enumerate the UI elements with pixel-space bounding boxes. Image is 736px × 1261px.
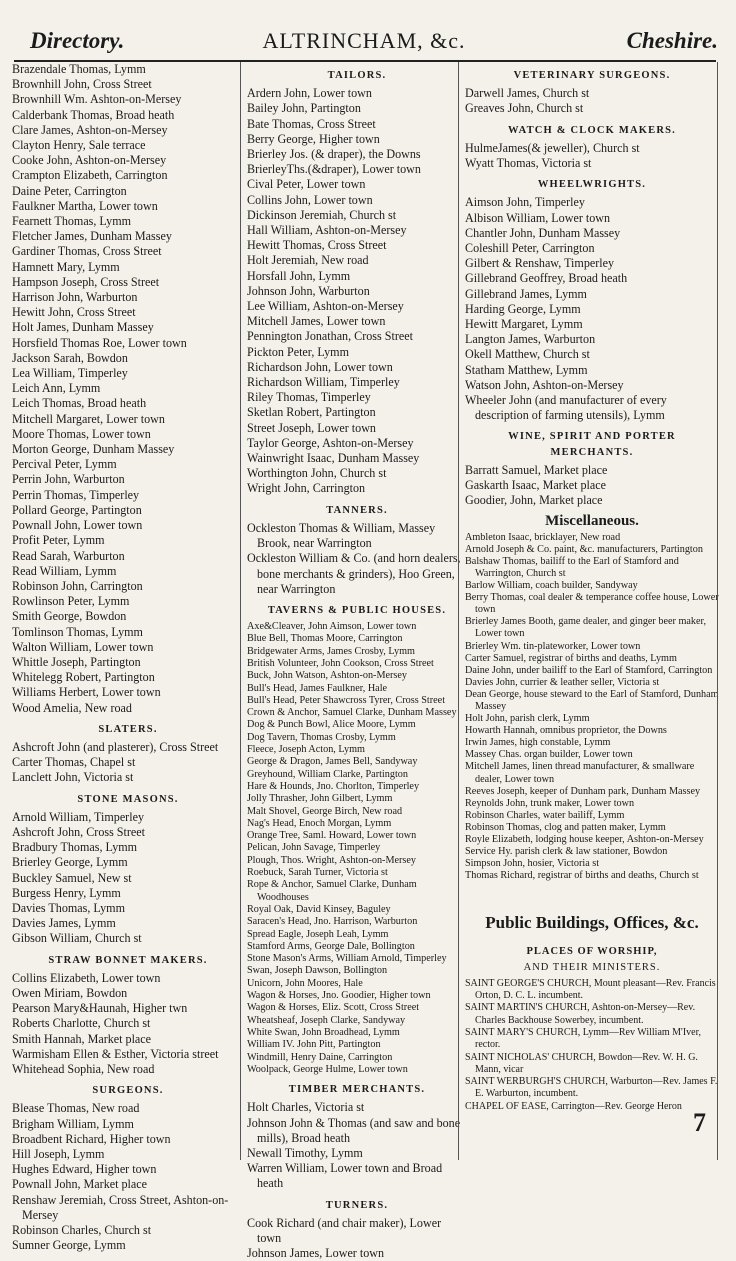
list-item: Warmisham Ellen & Esther, Victoria street	[12, 1046, 219, 1061]
list-item: Robinson Thomas, clog and patten maker, Lymm	[465, 821, 666, 833]
list-item: Tomlinson Thomas, Lymm	[12, 624, 143, 639]
list-item: Wagon & Horses, Jno. Goodier, Higher town	[247, 990, 431, 1002]
list-item: Hamnett Mary, Lymm	[12, 259, 120, 274]
list-item: Sumner George, Lymm	[12, 1238, 126, 1253]
list-item: Calderbank Thomas, Broad heath	[12, 107, 175, 122]
list-item: Ockleston Thomas & William, Massey Brook, near Warrington	[247, 520, 436, 551]
list-item: Morton George, Dunham Massey	[12, 442, 175, 457]
list-item: Clayton Henry, Sale terrace	[12, 138, 146, 153]
list-item: Carter Thomas, Chapel st	[12, 755, 136, 770]
list-item: Davies Thomas, Lymm	[12, 900, 125, 915]
watch-list	[465, 141, 719, 171]
list-item: Davies James, Lymm	[12, 916, 116, 931]
list-item: Stamford Arms, George Dale, Bollington	[247, 940, 415, 952]
list-item: Daine John, under bailiff to the Earl of Stamford, Carrington	[465, 664, 713, 676]
list-item: Pennington Jonathan, Cross Street	[247, 329, 413, 344]
list-item: Wheeler John (and manufacturer of every description of farming utensils), Lymm	[465, 393, 667, 423]
list-item: Pollard George, Partington	[12, 502, 142, 517]
list-item: Whitelegg Robert, Partington	[12, 670, 155, 685]
list-item: Bridgewater Arms, James Crosby, Lymm	[247, 645, 415, 657]
list-item: Brownhill Wm. Ashton-on-Mersey	[12, 92, 182, 107]
turners-list	[247, 1216, 467, 1261]
list-item: Brazendale Thomas, Lymm	[12, 62, 146, 76]
list-item: Royal Oak, David Kinsey, Baguley	[247, 903, 391, 915]
list-item: Dean George, house steward to the Earl of Stamford, Dunham Massey	[465, 688, 719, 712]
list-item: Lee William, Ashton-on-Mersey	[247, 299, 404, 314]
list-item: Royle Elizabeth, lodging house keeper, Ashton-on-Mersey	[465, 834, 704, 846]
list-item: Spread Eagle, Joseph Leah, Lymm	[247, 928, 389, 940]
list-item: Percival Peter, Lymm	[12, 457, 117, 472]
list-item: Riley Thomas, Timperley	[247, 390, 371, 405]
list-item: Williams Herbert, Lower town	[12, 685, 161, 700]
list-item: Wyatt Thomas, Victoria st	[465, 156, 592, 171]
list-item: Johnson John, Warburton	[247, 283, 370, 298]
list-item: Fletcher James, Dunham Massey	[12, 229, 172, 244]
list-item: CHAPEL OF EASE, Carrington—Rev. George Heron	[465, 1100, 682, 1112]
list-item: Pownall John, Market place	[12, 1177, 148, 1192]
list-item: Gillebrand Geoffrey, Broad heath	[465, 271, 628, 286]
list-item: Gilbert & Renshaw, Timperley	[465, 256, 615, 271]
list-item: Whittle Joseph, Partington	[12, 654, 141, 669]
list-item: Thomas Richard, registrar of births and deaths, Church st	[465, 870, 699, 882]
misc-list	[465, 532, 719, 883]
list-item: Woolpack, George Hulme, Lower town	[247, 1063, 408, 1075]
list-item: Langton James, Warburton	[465, 332, 596, 347]
list-item: Harding George, Lymm	[465, 301, 581, 316]
list-item: Blease Thomas, New road	[12, 1101, 140, 1116]
list-item: Roebuck, Sarah Turner, Victoria st	[247, 867, 388, 879]
list-item: Chantler John, Dunham Massey	[465, 225, 621, 240]
list-item: Coleshill Peter, Carrington	[465, 241, 595, 256]
page-header	[10, 28, 718, 58]
straw-list	[12, 971, 244, 1077]
right-rule	[717, 62, 718, 1160]
wine-heading: WINE, SPIRIT AND PORTER MERCHANTS.	[508, 431, 676, 458]
list-item: Hampson Joseph, Cross Street	[12, 274, 160, 289]
list-item: Reynolds John, trunk maker, Lower town	[465, 797, 635, 809]
straw-heading: STRAW BONNET MAKERS.	[48, 954, 208, 966]
list-item: Brierley James Booth, game dealer, and ginger beer maker, Lower town	[465, 616, 707, 640]
list-item: Pownall John, Lower town	[12, 518, 143, 533]
list-item: Renshaw Jeremiah, Cross Street, Ashton-on-Mersey	[12, 1192, 229, 1222]
list-item: Berry Thomas, coal dealer & temperance coffee house, Lower town	[465, 592, 719, 616]
list-item: Hughes Edward, Higher town	[12, 1162, 157, 1177]
list-item: Smith George, Bowdon	[12, 609, 127, 624]
list-item: Simpson John, hosier, Victoria st	[465, 858, 600, 870]
list-item: Mitchell James, linen thread manufacturer, & smallware dealer, Lower town	[465, 761, 695, 785]
list-item: Holt Charles, Victoria st	[247, 1100, 365, 1115]
list-item: SAINT MARTIN'S CHURCH, Ashton-on-Mersey—Rev. Charles Backhouse Sowerbey, incumbent.	[465, 1002, 696, 1026]
list-item: Horsfall John, Lymm	[247, 268, 351, 283]
list-item: Buck, John Watson, Ashton-on-Mersey	[247, 670, 407, 682]
list-item: SAINT MARY'S CHURCH, Lymm—Rev William M'Iver, rector.	[465, 1027, 702, 1051]
list-item: Bull's Head, James Faulkner, Hale	[247, 682, 388, 694]
list-item: Brierley Wm. tin-plateworker, Lower town	[465, 640, 641, 652]
list-item: William IV. John Pitt, Partington	[247, 1039, 381, 1051]
list-item: Jolly Thrasher, John Gilbert, Lymm	[247, 793, 393, 805]
list-item: Gibson William, Church st	[12, 931, 142, 946]
stone-heading: STONE MASONS.	[77, 793, 179, 805]
list-item: Richardson John, Lower town	[247, 359, 393, 374]
list-item: Richardson William, Timperley	[247, 375, 400, 390]
header-title: ALTRINCHAM, &c.	[262, 28, 466, 53]
list-item: Robinson Charles, Church st	[12, 1223, 152, 1238]
list-item: Whitehead Sophia, New road	[12, 1062, 155, 1076]
list-item: Brownhill John, Cross Street	[12, 77, 152, 92]
list-item: Collins Elizabeth, Lower town	[12, 970, 161, 985]
list-item: Bradbury Thomas, Lymm	[12, 840, 138, 855]
list-item: Greyhound, William Clarke, Partington	[247, 768, 408, 780]
list-item: SAINT GEORGE'S CHURCH, Mount pleasant—Rev. Francis Orton, D. C. L. incumbent.	[465, 977, 716, 1002]
list-item: Lanclett John, Victoria st	[12, 770, 134, 785]
list-item: Blue Bell, Thomas Moore, Carrington	[247, 633, 403, 645]
list-item: British Volunteer, John Cookson, Cross Street	[247, 658, 434, 669]
list-item: Pickton Peter, Lymm	[247, 344, 349, 359]
list-item: Leich Thomas, Broad heath	[12, 396, 147, 411]
list-item: Wheatsheaf, Joseph Clarke, Sandyway	[247, 1014, 406, 1026]
timber-list	[247, 1100, 467, 1191]
list-item: Street Joseph, Lower town	[247, 420, 376, 435]
list-item: Greaves John, Church st	[465, 101, 584, 116]
list-item: Gardiner Thomas, Cross Street	[12, 244, 162, 259]
list-item: Hewitt John, Cross Street	[12, 305, 136, 320]
list-item: Daine Peter, Carrington	[12, 183, 127, 198]
column-1	[12, 62, 244, 1253]
list-item: Pelican, John Savage, Timperley	[247, 842, 381, 854]
list-item: Smith Hannah, Market place	[12, 1031, 152, 1046]
list-item: Wagon & Horses, Eliz. Scott, Cross Street	[247, 1002, 420, 1014]
list-item: Moore Thomas, Lower town	[12, 426, 151, 441]
list-item: Faulkner Martha, Lower town	[12, 198, 158, 213]
list-item: Holt James, Dunham Massey	[12, 320, 154, 335]
list-item: Wainwright Isaac, Dunham Massey	[247, 451, 420, 466]
list-item: Hewitt Margaret, Lymm	[465, 317, 583, 332]
list-item: Crampton Elizabeth, Carrington	[12, 168, 168, 183]
list-item: Nag's Head, Enoch Morgan, Lymm	[247, 817, 392, 829]
list-item: Windmill, Henry Daine, Carrington	[247, 1051, 393, 1063]
watch-heading: WATCH & CLOCK MAKERS.	[508, 124, 676, 136]
list-item: Crown & Anchor, Samuel Clarke, Dunham Massey	[247, 707, 457, 719]
list-item: Brierley George, Lymm	[12, 855, 128, 870]
taverns-list	[247, 621, 467, 1076]
list-item: Okell Matthew, Church st	[465, 347, 590, 362]
list-item: Statham Matthew, Lymm	[465, 362, 588, 377]
page-number: 7	[693, 1108, 706, 1137]
list-item: Perrin John, Warburton	[12, 472, 125, 487]
list-item: Stone Mason's Arms, William Arnold, Timperley	[247, 953, 447, 965]
list-item: Perrin Thomas, Timperley	[12, 487, 140, 502]
list-item: Fearnett Thomas, Lymm	[12, 214, 132, 229]
column-2	[240, 62, 467, 1261]
list-item: BrierleyThs.(&draper), Lower town	[247, 162, 421, 177]
list-item: Hare & Hounds, Jno. Chorlton, Timperley	[247, 780, 420, 792]
list-item: Wood Amelia, New road	[12, 700, 132, 715]
header-right: Cheshire.	[626, 28, 718, 53]
slaters-heading: SLATERS.	[98, 723, 158, 735]
list-item: Burgess Henry, Lymm	[12, 885, 121, 900]
tanners-list	[247, 521, 467, 597]
list-item: Dog & Punch Bowl, Alice Moore, Lymm	[247, 719, 416, 731]
list-item: Read William, Lymm	[12, 563, 117, 578]
list-item: White Swan, John Broadhead, Lymm	[247, 1026, 400, 1038]
list-item: Hewitt Thomas, Cross Street	[247, 238, 387, 253]
list-item: Sketlan Robert, Partington	[247, 405, 376, 420]
list-item: Howarth Hannah, omnibus proprietor, the Downs	[465, 725, 667, 737]
misc-heading: Miscellaneous.	[545, 513, 639, 530]
list-item: SAINT WERBURGH'S CHURCH, Warburton—Rev. James F. E. Warburton, incumbent.	[465, 1076, 718, 1100]
list-item: Cooke John, Ashton-on-Mersey	[12, 153, 167, 168]
header-left: Directory.	[30, 28, 125, 53]
taverns-heading: TAVERNS & PUBLIC HOUSES.	[267, 604, 447, 616]
list-item: Read Sarah, Warburton	[12, 548, 125, 563]
list-item: Roberts Charlotte, Church st	[12, 1016, 151, 1031]
list-item: Brierley Jos. (& draper), the Downs	[247, 147, 421, 162]
list-item: Wright John, Carrington	[247, 481, 366, 496]
list-item: Albison William, Lower town	[465, 210, 611, 225]
list-item: Darwell James, Church st	[465, 86, 590, 101]
surgeons-heading: SURGEONS.	[92, 1085, 164, 1097]
wine-list	[465, 463, 719, 509]
list-item: Holt John, parish clerk, Lymm	[465, 713, 590, 725]
list-item: Robinson John, Carrington	[12, 578, 143, 593]
list-item: Leich Ann, Lymm	[12, 381, 101, 396]
list-item: Rope & Anchor, Samuel Clarke, Dunham Woodhouses	[247, 879, 417, 903]
timber-heading: TIMBER MERCHANTS.	[288, 1084, 426, 1096]
list-item: Lea William, Timperley	[12, 366, 128, 381]
wheel-list	[465, 195, 719, 423]
list-item: Clare James, Ashton-on-Mersey	[12, 122, 168, 137]
list-item: Bull's Head, Peter Shawcross Tyrer, Cross Street	[247, 694, 446, 706]
list-item: Malt Shovel, George Birch, New road	[247, 805, 403, 817]
list-item: Hill Joseph, Lymm	[12, 1147, 105, 1162]
list-item: Ambleton Isaac, bricklayer, New road	[465, 531, 621, 543]
list-item: Gaskarth Isaac, Market place	[465, 478, 607, 493]
list-item: Barratt Samuel, Market place	[465, 462, 608, 477]
list-item: Bailey John, Partington	[247, 101, 361, 116]
list-item: Balshaw Thomas, bailiff to the Earl of Stamford and Warrington, Church st	[465, 555, 679, 579]
worship-list	[465, 978, 719, 1113]
list-item: Ardern John, Lower town	[247, 86, 372, 101]
public-buildings-heading: Public Buildings, Offices, &c.	[485, 913, 699, 933]
turners-heading: TURNERS.	[325, 1199, 389, 1211]
list-item: HulmeJames(& jeweller), Church st	[465, 140, 640, 155]
list-item: Jackson Sarah, Bowdon	[12, 350, 128, 365]
list-item: Warren William, Lower town and Broad heath	[247, 1161, 443, 1191]
list-item: Davies John, currier & leather seller, Victoria st	[465, 676, 660, 688]
list-item: Johnson John & Thomas (and saw and bone mills), Broad heath	[247, 1115, 461, 1145]
tanners-heading: TANNERS.	[326, 504, 388, 516]
list-top	[12, 62, 244, 716]
list-item: Massey Chas. organ builder, Lower town	[465, 749, 633, 761]
list-item: Plough, Thos. Wright, Ashton-on-Mersey	[247, 854, 417, 866]
list-item: Ashcroft John, Cross Street	[12, 824, 146, 839]
list-item: Orange Tree, Saml. Howard, Lower town	[247, 830, 417, 842]
list-item: Mitchell James, Lower town	[247, 314, 386, 329]
wheel-heading: WHEELWRIGHTS.	[537, 179, 647, 191]
list-item: Watson John, Ashton-on-Mersey	[465, 377, 624, 392]
list-item: Profit Peter, Lymm	[12, 533, 105, 548]
list-item: Goodier, John, Market place	[465, 493, 603, 508]
list-item: Bate Thomas, Cross Street	[247, 116, 376, 131]
worship-subheading: AND THEIR MINISTERS.	[523, 961, 661, 973]
list-item: Reeves Joseph, keeper of Dunham park, Dunham Massey	[465, 785, 701, 797]
list-item: Horsfield Thomas Roe, Lower town	[12, 335, 187, 350]
list-item: Carter Samuel, registrar of births and deaths, Lymm	[465, 652, 677, 664]
list-item: Saracen's Head, Jno. Harrison, Warburton	[247, 916, 418, 928]
list-item: Mitchell Margaret, Lower town	[12, 411, 165, 426]
list-item: Rowlinson Peter, Lymm	[12, 594, 130, 609]
surgeons-list	[12, 1101, 244, 1253]
list-item: Worthington John, Church st	[247, 466, 387, 481]
list-item: Dog Tavern, Thomas Crosby, Lymm	[247, 731, 396, 743]
list-item: Collins John, Lower town	[247, 192, 373, 207]
vet-heading: VETERINARY SURGEONS.	[513, 70, 671, 81]
list-item: Broadbent Richard, Higher town	[12, 1131, 171, 1146]
list-item: Cook Richard (and chair maker), Lower town	[247, 1215, 442, 1245]
list-item: Taylor George, Ashton-on-Mersey	[247, 435, 414, 450]
list-item: Berry George, Higher town	[247, 131, 380, 146]
tailors-list	[247, 86, 467, 496]
list-item: Cival Peter, Lower town	[247, 177, 366, 192]
list-item: Holt Jeremiah, New road	[247, 253, 369, 268]
list-item: Irwin James, high constable, Lymm	[465, 737, 611, 749]
list-item: Aimson John, Timperley	[465, 195, 585, 210]
list-item: Barlow William, coach builder, Sandyway	[465, 580, 638, 592]
column-3	[458, 62, 719, 1160]
list-item: Robinson Charles, water bailiff, Lymm	[465, 809, 625, 821]
list-item: Ashcroft John (and plasterer), Cross Street	[12, 739, 219, 754]
list-item: Fleece, Joseph Acton, Lymm	[247, 744, 365, 756]
list-item: Brigham William, Lymm	[12, 1116, 134, 1131]
list-item: Pearson Mary&Haunah, Higher twn	[12, 1001, 188, 1016]
list-item: Swan, Joseph Dawson, Bollington	[247, 965, 388, 977]
list-item: Service Hy. parish clerk & law stationer, Bowdon	[465, 846, 668, 858]
list-item: Unicorn, John Moores, Hale	[247, 977, 363, 989]
list-item: Gillebrand James, Lymm	[465, 286, 587, 301]
list-item: George & Dragon, James Bell, Sandyway	[247, 756, 418, 768]
list-item: Arnold Joseph & Co. paint, &c. manufacturers, Partington	[465, 543, 703, 555]
list-item: Walton William, Lower town	[12, 639, 154, 654]
worship-heading: PLACES OF WORSHIP,	[526, 946, 658, 958]
list-item: Dickinson Jeremiah, Church st	[247, 207, 397, 222]
tailors-heading: TAILORS.	[327, 70, 387, 81]
list-item: Owen Miriam, Bowdon	[12, 985, 128, 1000]
stone-list	[12, 810, 244, 947]
list-item: Axe&Cleaver, John Aimson, Lower town	[247, 621, 417, 633]
list-item: Arnold William, Timperley	[12, 809, 144, 824]
list-item: Ockleston William & Co. (and horn dealers, bone merchants & grinders), Hoo Green, near Warrington	[247, 551, 461, 596]
list-item: Hall William, Ashton-on-Mersey	[247, 223, 407, 238]
list-item: Newall Timothy, Lymm	[247, 1145, 363, 1160]
list-item: Johnson James, Lower town	[247, 1246, 385, 1261]
list-item: SAINT NICHOLAS' CHURCH, Bowdon—Rev. W. H. G. Mann, vicar	[465, 1051, 698, 1075]
list-item: Harrison John, Warburton	[12, 290, 138, 305]
slaters-list	[12, 740, 244, 786]
vet-list	[465, 86, 719, 116]
list-item: Buckley Samuel, New st	[12, 870, 132, 885]
